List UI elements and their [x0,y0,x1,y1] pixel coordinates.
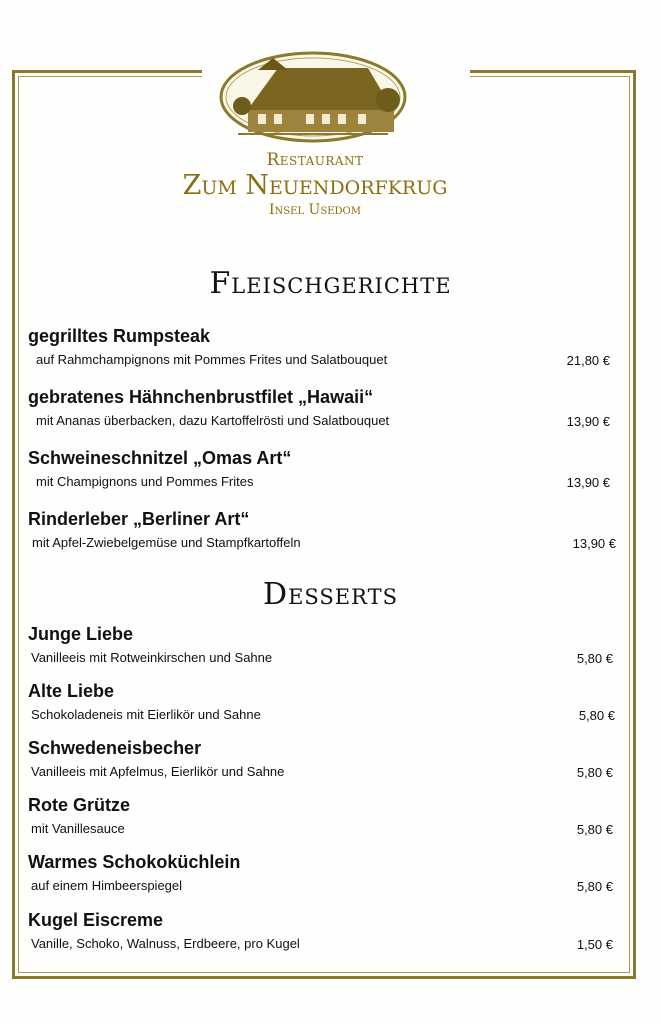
brand-line-name: Zum Neuendorfkrug [182,170,448,201]
menu-item-description: auf einem Himbeerspiegel [31,878,183,893]
menu-item-price: 5,80 € [576,879,613,894]
menu-item-name: Junge Liebe [28,624,134,644]
menu-item-price: 5,80 € [578,708,615,723]
brand-line-restaurant: Restaurant [266,150,364,170]
menu-item-price: 13,90 € [572,536,616,551]
menu-item-price: 5,80 € [576,651,613,666]
menu-item [28,509,618,550]
brand-line-location: Insel Usedom [269,202,361,218]
menu-item-name: Alte Liebe [28,681,115,701]
menu-item [28,681,618,722]
frame-top-right-line [470,70,636,73]
menu-item-name: Schwedeneisbecher [28,738,202,758]
restaurant-logo-emblem [218,50,408,144]
menu-item-description: Vanille, Schoko, Walnuss, Erdbeere, pro Kugel [31,936,300,951]
menu-item-name: Schweineschnitzel „Omas Art“ [28,448,292,468]
menu-item-description: auf Rahmchampignons mit Pommes Frites und Salatbouquet [36,352,388,367]
menu-item [28,624,618,665]
menu-item [28,326,618,367]
menu-item-price: 21,80 € [566,353,610,368]
menu-item-price: 13,90 € [566,475,610,490]
menu-item-description: Vanilleeis mit Rotweinkirschen und Sahne [31,650,273,665]
menu-item [28,448,618,489]
menu-item-name: gegrilltes Rumpsteak [28,326,211,346]
menu-item-price: 13,90 € [566,414,610,429]
frame-top-left-thin-line [18,76,202,77]
menu-item [28,738,618,779]
menu-item-description: Schokoladeneis mit Eierlikör und Sahne [31,707,261,722]
menu-item-price: 1,50 € [576,937,613,952]
menu-item-description: mit Champignons und Pommes Frites [36,474,254,489]
menu-item-price: 5,80 € [576,765,613,780]
menu-item [28,795,618,836]
menu-item-name: Kugel Eiscreme [28,910,164,930]
menu-item-name: Warmes Schokoküchlein [28,852,241,872]
menu-item-name: Rote Grütze [28,795,131,815]
frame-top-right-thin-line [470,76,630,77]
menu-item-description: mit Ananas überbacken, dazu Kartoffelrösti und Salatbouquet [36,413,390,428]
menu-item-description: mit Vanillesauce [31,821,125,836]
menu-item-name: Rinderleber „Berliner Art“ [28,509,250,529]
section-title-desserts: Desserts [263,577,398,612]
menu-item [28,387,618,428]
menu-item [28,910,618,951]
frame-top-left-line [12,70,202,73]
menu-item [28,852,618,893]
menu-item-description: mit Apfel-Zwiebelgemüse und Stampfkartoffeln [32,535,301,550]
menu-item-description: Vanilleeis mit Apfelmus, Eierlikör und Sahne [31,764,285,779]
menu-item-name: gebratenes Hähnchenbrustfilet „Hawaii“ [28,387,374,407]
section-title-fleischgerichte: Fleischgerichte [209,266,452,301]
menu-item-price: 5,80 € [576,822,613,837]
